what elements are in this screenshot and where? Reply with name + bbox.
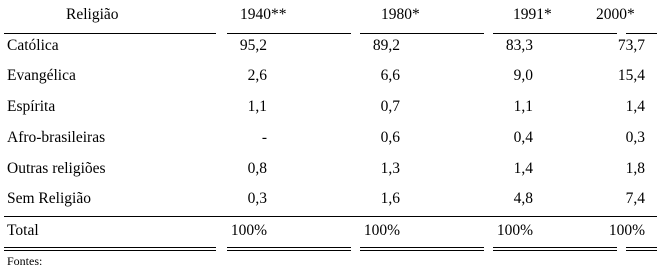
row-value: 73,7 [617,37,645,54]
row-label: Afro-brasileiras [7,129,106,146]
row-value: 4,8 [513,190,533,207]
row-value: 89,2 [372,37,400,54]
total-value: 100% [496,222,533,239]
row-value: 0,4 [513,129,533,146]
row-value: 1,4 [513,160,533,177]
total-value: 100% [230,222,267,239]
row-value: 1,1 [247,98,267,115]
header-rule [626,33,657,34]
total-value: 100% [608,222,645,239]
row-value: 1,3 [380,160,400,177]
total-label: Total [7,222,39,239]
row-value: 0,7 [380,98,400,115]
row-label: Outras religiões [7,160,106,177]
row-value: 15,4 [617,67,645,84]
row-value: 9,0 [513,67,533,84]
total-rule [4,216,657,217]
row-value: 6,6 [380,67,400,84]
header-1980: 1980* [381,6,420,23]
bottom-double-rule [4,247,216,251]
row-value: 1,8 [625,160,645,177]
header-rule [4,33,216,34]
header-rule [493,33,617,34]
bottom-double-rule [626,247,657,251]
row-value: 0,6 [380,129,400,146]
header-1940: 1940** [240,6,287,23]
bottom-double-rule [360,247,484,251]
row-value: 1,1 [513,98,533,115]
header-rule [227,33,351,34]
footnote-sources: Fontes: [7,254,43,268]
row-value: 95,2 [239,37,267,54]
row-value: 0,3 [247,190,267,207]
row-value: 83,3 [505,37,533,54]
header-1991: 1991* [513,6,552,23]
row-value: 1,4 [625,98,645,115]
row-value: 0,8 [247,160,267,177]
total-value: 100% [363,222,400,239]
row-label: Sem Religião [7,190,91,207]
bottom-double-rule [493,247,617,251]
header-rule [360,33,484,34]
row-label: Espírita [7,98,56,115]
row-value: - [261,129,267,146]
row-value: 1,6 [380,190,400,207]
row-label: Evangélica [7,67,76,84]
row-value: 2,6 [247,67,267,84]
bottom-double-rule [227,247,351,251]
row-value: 0,3 [625,129,645,146]
row-label: Católica [7,37,59,54]
row-value: 7,4 [625,190,645,207]
header-2000: 2000* [596,6,635,23]
header-religiao: Religião [66,6,119,23]
